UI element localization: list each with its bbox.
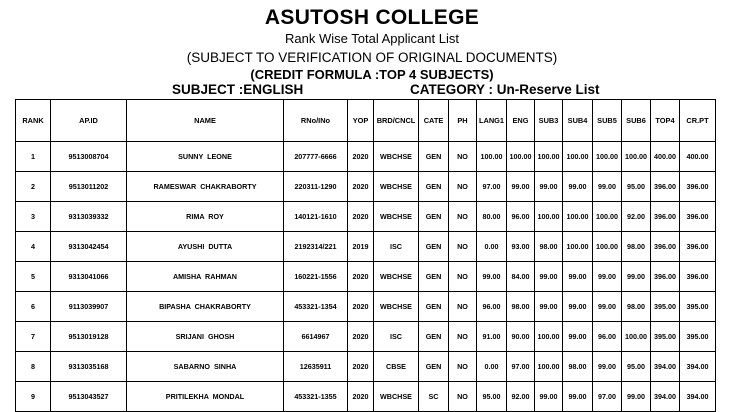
cell-cr-pt: 395.00 <box>680 292 716 322</box>
cell-cate: GEN <box>419 172 449 202</box>
cell-cate: GEN <box>419 202 449 232</box>
cell-ap-id: 9113039907 <box>51 292 127 322</box>
cell-sub4: 100.00 <box>563 232 593 262</box>
cell-brd-cncl: ISC <box>374 322 419 352</box>
cell-top4: 396.00 <box>651 202 680 232</box>
applicant-table <box>15 99 716 412</box>
cell-cr-pt: 396.00 <box>680 262 716 292</box>
cell-brd-cncl: WBCHSE <box>374 262 419 292</box>
cell-rank: 9 <box>16 382 51 412</box>
column-header-eng: ENG <box>507 100 535 142</box>
cell-ph: NO <box>449 172 477 202</box>
cell-sub4: 98.00 <box>563 352 593 382</box>
cell-sub3: 98.00 <box>535 232 563 262</box>
credit-formula: (CREDIT FORMULA :TOP 4 SUBJECTS) <box>250 67 494 82</box>
cell-brd-cncl: WBCHSE <box>374 202 419 232</box>
column-header-cate: CATE <box>419 100 449 142</box>
college-title: ASUTOSH COLLEGE <box>264 6 480 29</box>
cell-ph: NO <box>449 352 477 382</box>
cell-cate: GEN <box>419 262 449 292</box>
column-header-ph: PH <box>449 100 477 142</box>
cell-name: RIMA ROY <box>127 202 284 232</box>
cell-rank: 3 <box>16 202 51 232</box>
cell-name: SUNNY LEONE <box>127 142 284 172</box>
cell-name: SABARNO SINHA <box>127 352 284 382</box>
cell-sub4: 99.00 <box>563 292 593 322</box>
cell-rno-ino: 220311-1290 <box>284 172 348 202</box>
cell-eng: 92.00 <box>507 382 535 412</box>
cell-sub4: 99.00 <box>563 172 593 202</box>
cell-name: AMISHA RAHMAN <box>127 262 284 292</box>
column-header-sub5: SUB5 <box>593 100 622 142</box>
cell-brd-cncl: WBCHSE <box>374 382 419 412</box>
cell-ap-id: 9313039332 <box>51 202 127 232</box>
cell-sub5: 99.00 <box>593 172 622 202</box>
cell-cate: GEN <box>419 292 449 322</box>
table-row <box>16 262 716 292</box>
cell-rno-ino: 453321-1354 <box>284 292 348 322</box>
cell-rno-ino: 207777-6666 <box>284 142 348 172</box>
cell-ap-id: 9513019128 <box>51 322 127 352</box>
column-header-rank: RANK <box>16 100 51 142</box>
column-header-sub6: SUB6 <box>622 100 651 142</box>
cell-name: SRIJANI GHOSH <box>127 322 284 352</box>
cell-brd-cncl: WBCHSE <box>374 142 419 172</box>
cell-yop: 2020 <box>348 292 374 322</box>
table-header-row <box>16 100 716 142</box>
cell-name: BIPASHA CHAKRABORTY <box>127 292 284 322</box>
column-header-cr-pt: CR.PT <box>680 100 716 142</box>
table-row <box>16 352 716 382</box>
cell-top4: 396.00 <box>651 262 680 292</box>
cell-cr-pt: 395.00 <box>680 322 716 352</box>
cell-lang1: 95.00 <box>477 382 507 412</box>
cell-cr-pt: 400.00 <box>680 142 716 172</box>
cell-ph: NO <box>449 322 477 352</box>
cell-ap-id: 9313042454 <box>51 232 127 262</box>
table-row <box>16 382 716 412</box>
cell-rank: 1 <box>16 142 51 172</box>
cell-sub3: 100.00 <box>535 322 563 352</box>
cell-sub6: 99.00 <box>622 262 651 292</box>
cell-sub5: 97.00 <box>593 382 622 412</box>
cell-rno-ino: 160221-1556 <box>284 262 348 292</box>
cell-ph: NO <box>449 382 477 412</box>
subject-label: SUBJECT :ENGLISH <box>172 82 304 97</box>
cell-sub6: 100.00 <box>622 142 651 172</box>
list-title: Rank Wise Total Applicant List <box>285 31 459 46</box>
cell-yop: 2020 <box>348 202 374 232</box>
cell-cate: GEN <box>419 352 449 382</box>
cell-rno-ino: 2192314/221 <box>284 232 348 262</box>
cell-lang1: 91.00 <box>477 322 507 352</box>
cell-cr-pt: 396.00 <box>680 232 716 262</box>
cell-rno-ino: 12635911 <box>284 352 348 382</box>
cell-ph: NO <box>449 262 477 292</box>
column-header-rno-ino: RNo/INo <box>284 100 348 142</box>
cell-sub5: 99.00 <box>593 292 622 322</box>
cell-rank: 7 <box>16 322 51 352</box>
cell-yop: 2020 <box>348 142 374 172</box>
cell-cate: GEN <box>419 142 449 172</box>
cell-rank: 2 <box>16 172 51 202</box>
cell-cr-pt: 396.00 <box>680 172 716 202</box>
cell-rank: 5 <box>16 262 51 292</box>
cell-name: PRITILEKHA MONDAL <box>127 382 284 412</box>
cell-sub3: 99.00 <box>535 292 563 322</box>
cell-rank: 8 <box>16 352 51 382</box>
cell-top4: 395.00 <box>651 292 680 322</box>
cell-cate: GEN <box>419 232 449 262</box>
cell-sub6: 98.00 <box>622 292 651 322</box>
table-body <box>16 142 716 412</box>
cell-ap-id: 9313041066 <box>51 262 127 292</box>
cell-eng: 99.00 <box>507 172 535 202</box>
cell-sub5: 96.00 <box>593 322 622 352</box>
cell-yop: 2020 <box>348 322 374 352</box>
cell-lang1: 0.00 <box>477 352 507 382</box>
cell-brd-cncl: WBCHSE <box>374 172 419 202</box>
cell-sub6: 98.00 <box>622 232 651 262</box>
cell-sub3: 99.00 <box>535 382 563 412</box>
cell-eng: 98.00 <box>507 292 535 322</box>
column-header-sub3: SUB3 <box>535 100 563 142</box>
cell-yop: 2020 <box>348 352 374 382</box>
cell-top4: 396.00 <box>651 172 680 202</box>
cell-yop: 2019 <box>348 232 374 262</box>
cell-name: RAMESWAR CHAKRABORTY <box>127 172 284 202</box>
cell-ph: NO <box>449 232 477 262</box>
cell-sub4: 100.00 <box>563 202 593 232</box>
verification-note: (SUBJECT TO VERIFICATION OF ORIGINAL DOCUMENTS) <box>186 50 558 65</box>
cell-lang1: 100.00 <box>477 142 507 172</box>
column-header-sub4: SUB4 <box>563 100 593 142</box>
cell-sub6: 99.00 <box>622 382 651 412</box>
cell-sub3: 100.00 <box>535 202 563 232</box>
cell-yop: 2020 <box>348 262 374 292</box>
cell-brd-cncl: CBSE <box>374 352 419 382</box>
cell-sub5: 99.00 <box>593 262 622 292</box>
column-header-name: NAME <box>127 100 284 142</box>
cell-lang1: 99.00 <box>477 262 507 292</box>
cell-cr-pt: 394.00 <box>680 352 716 382</box>
cell-name: AYUSHI DUTTA <box>127 232 284 262</box>
cell-lang1: 0.00 <box>477 232 507 262</box>
cell-sub5: 100.00 <box>593 202 622 232</box>
column-header-ap-id: AP.ID <box>51 100 127 142</box>
cell-cr-pt: 394.00 <box>680 382 716 412</box>
cell-top4: 396.00 <box>651 232 680 262</box>
cell-eng: 93.00 <box>507 232 535 262</box>
cell-ap-id: 9513011202 <box>51 172 127 202</box>
table-row <box>16 142 716 172</box>
category-label: CATEGORY : Un-Reserve List <box>410 82 600 97</box>
cell-sub6: 100.00 <box>622 322 651 352</box>
cell-rank: 4 <box>16 232 51 262</box>
cell-ph: NO <box>449 292 477 322</box>
cell-sub3: 99.00 <box>535 262 563 292</box>
cell-sub4: 99.00 <box>563 382 593 412</box>
cell-sub3: 100.00 <box>535 352 563 382</box>
cell-ap-id: 9513008704 <box>51 142 127 172</box>
cell-top4: 400.00 <box>651 142 680 172</box>
cell-top4: 395.00 <box>651 322 680 352</box>
cell-sub6: 95.00 <box>622 172 651 202</box>
cell-rno-ino: 140121-1610 <box>284 202 348 232</box>
cell-rno-ino: 6614967 <box>284 322 348 352</box>
cell-brd-cncl: WBCHSE <box>374 292 419 322</box>
cell-sub6: 92.00 <box>622 202 651 232</box>
cell-sub5: 100.00 <box>593 232 622 262</box>
table-row <box>16 172 716 202</box>
cell-sub5: 100.00 <box>593 142 622 172</box>
cell-cate: GEN <box>419 322 449 352</box>
column-header-brd-cncl: BRD/CNCL <box>374 100 419 142</box>
cell-sub3: 99.00 <box>535 172 563 202</box>
cell-top4: 394.00 <box>651 382 680 412</box>
cell-cate: SC <box>419 382 449 412</box>
cell-sub4: 99.00 <box>563 262 593 292</box>
cell-eng: 96.00 <box>507 202 535 232</box>
column-header-yop: YOP <box>348 100 374 142</box>
cell-brd-cncl: ISC <box>374 232 419 262</box>
cell-eng: 100.00 <box>507 142 535 172</box>
cell-yop: 2020 <box>348 172 374 202</box>
cell-ph: NO <box>449 142 477 172</box>
cell-rno-ino: 453321-1355 <box>284 382 348 412</box>
cell-rank: 6 <box>16 292 51 322</box>
cell-sub4: 99.00 <box>563 322 593 352</box>
table-row <box>16 292 716 322</box>
cell-sub5: 99.00 <box>593 352 622 382</box>
cell-top4: 394.00 <box>651 352 680 382</box>
cell-ap-id: 9313035168 <box>51 352 127 382</box>
cell-ap-id: 9513043527 <box>51 382 127 412</box>
table-row <box>16 202 716 232</box>
cell-yop: 2020 <box>348 382 374 412</box>
cell-lang1: 96.00 <box>477 292 507 322</box>
cell-eng: 84.00 <box>507 262 535 292</box>
table-row <box>16 232 716 262</box>
column-header-top4: TOP4 <box>651 100 680 142</box>
cell-sub6: 95.00 <box>622 352 651 382</box>
cell-lang1: 80.00 <box>477 202 507 232</box>
table-row <box>16 322 716 352</box>
cell-sub4: 100.00 <box>563 142 593 172</box>
cell-eng: 90.00 <box>507 322 535 352</box>
cell-ph: NO <box>449 202 477 232</box>
cell-eng: 97.00 <box>507 352 535 382</box>
cell-sub3: 100.00 <box>535 142 563 172</box>
cell-lang1: 97.00 <box>477 172 507 202</box>
cell-cr-pt: 396.00 <box>680 202 716 232</box>
column-header-lang1: LANG1 <box>477 100 507 142</box>
